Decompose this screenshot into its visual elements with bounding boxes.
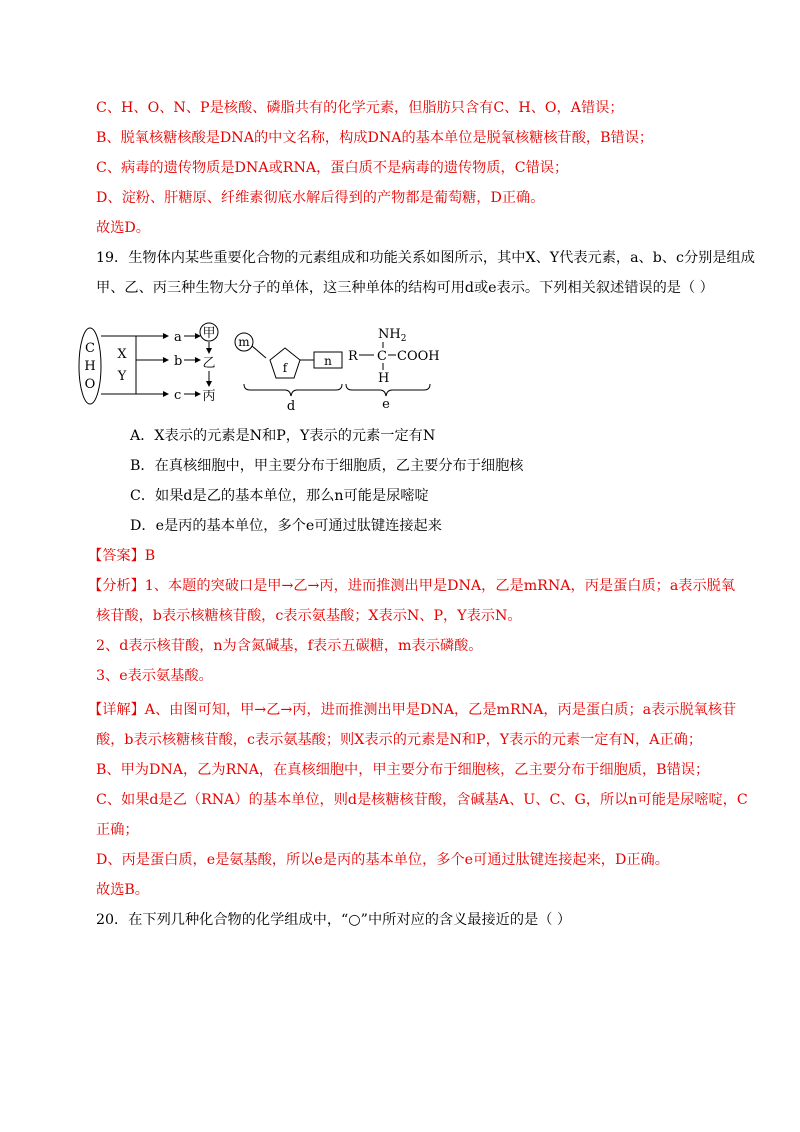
macro-yi: 乙 <box>202 356 216 371</box>
prev-answer-line-3: C、病毒的遗传物质是DNA或RNA，蛋白质不是病毒的遗传物质，C错误； <box>96 160 569 176</box>
monomer-c: c <box>174 388 182 403</box>
q19-figure <box>70 318 440 418</box>
q19-answer: 【答案】B <box>88 548 156 564</box>
q19-stem-line1: 19．生物体内某些重要化合物的元素组成和功能关系如图所示，其中X、Y代表元素，a、b、c分别是组成 <box>96 250 755 266</box>
q19-analysis-line3: 2、d表示核苷酸，n为含氮碱基，f表示五碳糖，m表示磷酸。 <box>96 638 483 654</box>
e-nh2: $NH_2$ <box>378 327 407 344</box>
q19-detail-line1: 【详解】A、由图可知，甲→乙→丙，进而推测出甲是DNA，乙是mRNA，丙是蛋白质；a表示脱氧核苷 <box>88 702 737 718</box>
x-label: X <box>117 347 127 362</box>
macro-bing: 丙 <box>202 389 216 404</box>
q19-analysis-line4: 3、e表示氨基酸。 <box>96 668 213 684</box>
d-f-label: f <box>282 361 288 375</box>
q19-option-a: A．X表示的元素是N和P，Y表示的元素一定有N <box>130 428 436 444</box>
e-c: C <box>377 349 387 364</box>
prev-answer-line-2: B、脱氧核糖核酸是DNA的中文名称，构成DNA的基本单位是脱氧核糖核苷酸，B错误； <box>96 130 654 146</box>
e-r: R <box>348 349 358 364</box>
oval-label-h: H <box>84 359 96 374</box>
monomer-b: b <box>174 354 183 369</box>
q19-option-d: D．e是丙的基本单位，多个e可通过肽键连接起来 <box>130 518 442 534</box>
q19-option-c: C．如果d是乙的基本单位，那么n可能是尿嘧啶 <box>130 488 429 504</box>
y-label: Y <box>117 369 127 384</box>
q19-stem-line2: 甲、乙、丙三种生物大分子的单体，这三种单体的结构可用d或e表示。下列相关叙述错误的是（ ） <box>96 280 714 296</box>
q19-detail-line4: C、如果d是乙（RNA）的基本单位，则d是核糖核苷酸，含碱基A、U、C、G，所以n可能是尿嘧啶，C <box>96 792 748 808</box>
e-brace-label: e <box>382 397 390 412</box>
q19-analysis-line1: 【分析】1、本题的突破口是甲→乙→丙，进而推测出甲是DNA，乙是mRNA，丙是蛋白质；a表示脱氧 <box>88 578 736 594</box>
macro-jia: 甲 <box>202 326 216 341</box>
q19-detail-line6: D、丙是蛋白质，e是氨基酸，所以e是丙的基本单位，多个e可通过肽键连接起来，D正确。 <box>96 852 669 868</box>
prev-answer-choice: 故选D。 <box>96 220 150 236</box>
prev-answer-line-4: D、淀粉、肝糖原、纤维素彻底水解后得到的产物都是葡萄糖，D正确。 <box>96 190 545 206</box>
q19-final-choice: 故选B。 <box>96 882 149 898</box>
q19-option-b: B．在真核细胞中，甲主要分布于细胞质，乙主要分布于细胞核 <box>130 458 524 474</box>
d-brace-label: d <box>286 399 296 414</box>
e-h: H <box>378 371 390 386</box>
q20-stem: 20．在下列几种化合物的化学组成中，“○”中所对应的含义最接近的是（ ） <box>96 912 572 928</box>
q19-detail-line3: B、甲为DNA，乙为RNA，在真核细胞中，甲主要分布于细胞核，乙主要分布于细胞质，B错误； <box>96 762 710 778</box>
d-n-label: n <box>324 354 332 368</box>
oval-label-o: O <box>84 377 96 392</box>
q19-detail-line2: 酸，b表示核糖核苷酸，c表示氨基酸；则X表示的元素是N和P，Y表示的元素一定有N，A正确； <box>96 732 703 748</box>
q19-detail-line5: 正确； <box>96 822 139 838</box>
prev-answer-line-1: C、H、O、N、P是核酸、磷脂共有的化学元素，但脂肪只含有C、H、O，A错误； <box>96 100 624 116</box>
d-m-label: m <box>238 335 250 349</box>
oval-label-c: C <box>85 341 95 356</box>
e-cooh: COOH <box>397 349 440 364</box>
d-brace <box>244 384 342 396</box>
monomer-a: a <box>174 330 182 345</box>
q19-analysis-line2: 核苷酸，b表示核糖核苷酸，c表示氨基酸；X表示N、P，Y表示N。 <box>96 608 522 624</box>
